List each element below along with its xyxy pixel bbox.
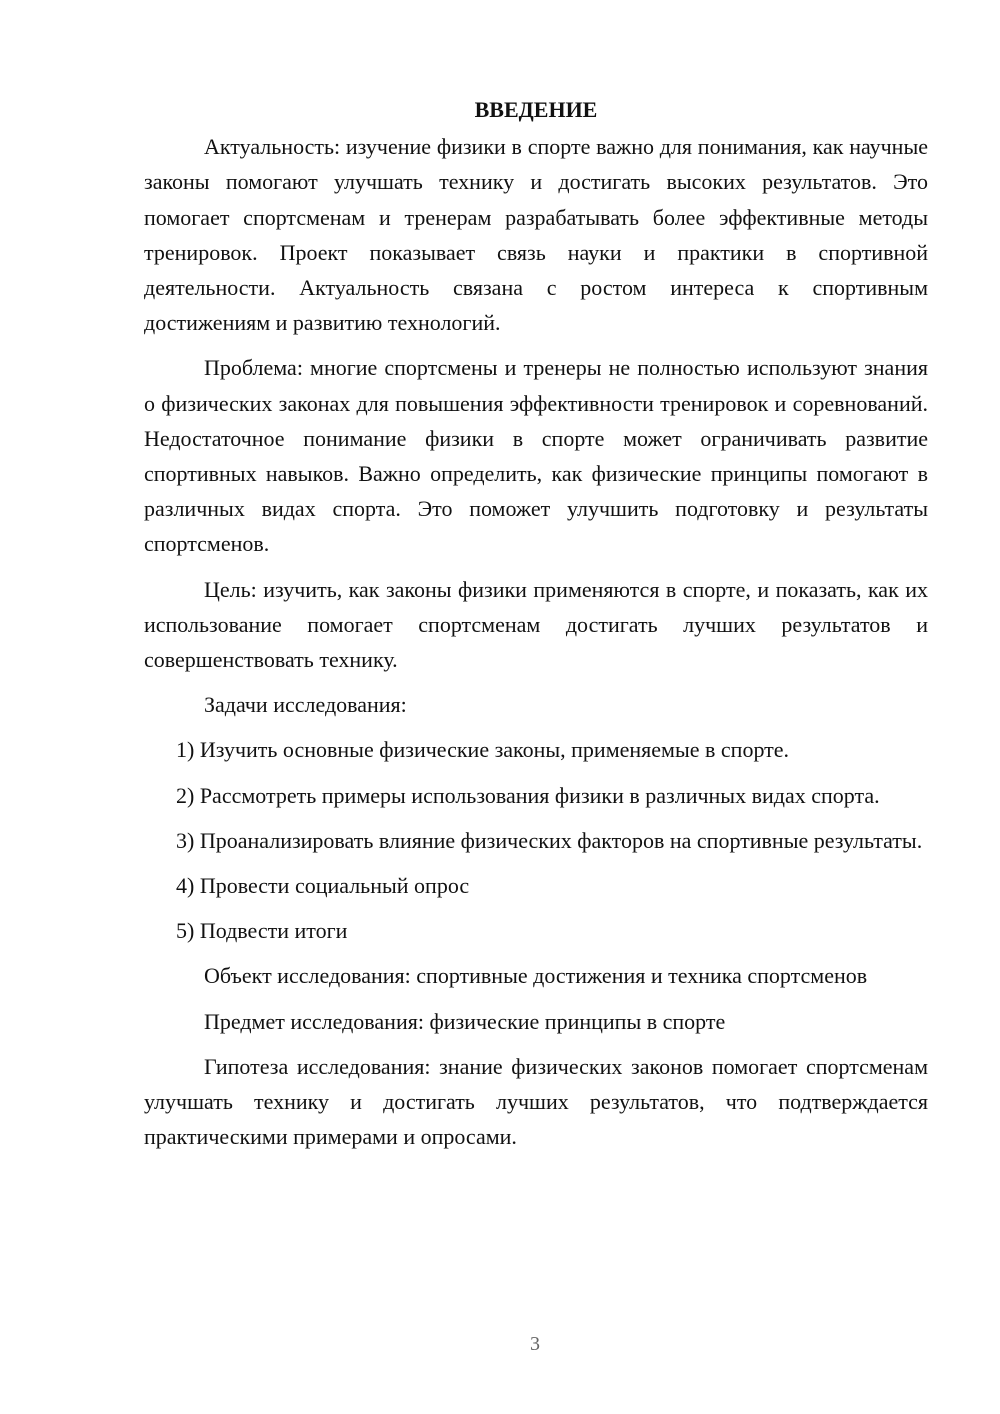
task-item-3: 3) Проанализировать влияние физических факторов на спортивные результаты. xyxy=(176,827,923,853)
task-item-5: 5) Подвести итоги xyxy=(176,918,348,944)
task-item-1: 1) Изучить основные физические законы, применяемые в спорте. xyxy=(176,737,790,763)
task-item-2: 2) Рассмотреть примеры использования физики в различных видах спорта. xyxy=(176,782,880,808)
paragraph-hypothesis: Гипотеза исследования: знание физических законов помогает спортсменам улучшать технику и достигать лучших результатов, что подтверждается практическими примерами и опросами. xyxy=(144,1053,928,1150)
document-title: ВВЕДЕНИЕ xyxy=(474,97,598,122)
paragraph-relevance: Актуальность: изучение физики в спорте важно для понимания, как научные законы помогают улучшать технику и достигать высоких результатов. Это помогает спортсменам и тренерам разрабатывать более эффективные методы тренировок. Проект показывает связь науки и практики в спортивной деятельности. Актуальность связана с ростом интереса к спортивным достижениям и развитию технологий. xyxy=(144,134,928,336)
paragraph-goal: Цель: изучить, как законы физики применяются в спорте, и показать, как их использование помогает спортсменам достигать лучших результатов и совершенствовать технику. xyxy=(144,576,928,673)
task-item-4: 4) Провести социальный опрос xyxy=(176,873,470,899)
paragraph-problem: Проблема: многие спортсмены и тренеры не полностью используют знания о физических законах для повышения эффективности тренировок и соревнований. Недостаточное понимание физики в спорте может ограничивать развитие спортивных навыков. Важно определить, как физические принципы помогают в различных видах спорта. Это поможет улучшить подготовку и результаты спортсменов. xyxy=(144,355,928,557)
tasks-heading: Задачи исследования: xyxy=(204,692,407,718)
page-number: 3 xyxy=(530,1333,540,1355)
paragraph-subject: Предмет исследования: физические принципы в спорте xyxy=(204,1008,726,1034)
paragraph-object: Объект исследования: спортивные достижения и техника спортсменов xyxy=(204,963,868,989)
document-page xyxy=(144,92,928,1164)
